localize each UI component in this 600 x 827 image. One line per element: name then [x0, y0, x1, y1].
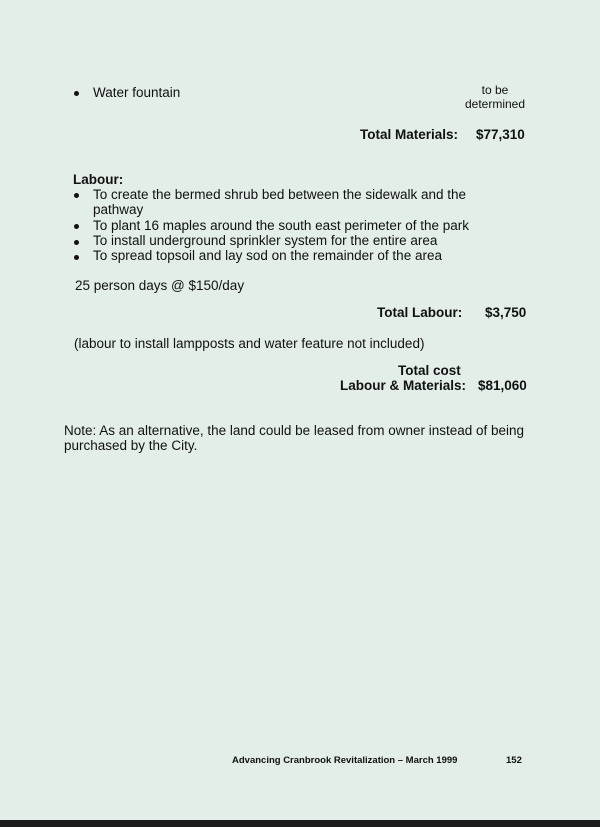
- scan-bottom-edge: [0, 820, 600, 827]
- determined-line: determined: [464, 97, 526, 111]
- total-materials-label: Total Materials:: [360, 127, 459, 142]
- labour-heading: Labour:: [73, 172, 124, 187]
- total-cost-value: $81,060: [478, 378, 527, 393]
- bullet-icon: [74, 91, 79, 96]
- page-number: 152: [506, 755, 522, 766]
- labour-item: To spread topsoil and lay sod on the remainder of the area: [93, 248, 442, 263]
- note-line-1: Note: As an alternative, the land could be leased from owner instead of being: [64, 423, 525, 438]
- bullet-icon: [74, 240, 79, 245]
- note-line-2: purchased by the City.: [64, 438, 198, 453]
- to-be-determined: [455, 83, 535, 111]
- footer-title: Advancing Cranbrook Revitalization – March 1999: [232, 755, 458, 766]
- labour-item-continuation: pathway: [93, 202, 144, 217]
- labour-exclusion-note: (labour to install lampposts and water feature not included): [74, 336, 425, 351]
- total-labour-label: Total Labour:: [377, 305, 463, 320]
- total-cost-label: Total cost: [398, 363, 461, 378]
- total-labour-value: $3,750: [485, 305, 527, 320]
- labour-item: To create the bermed shrub bed between the sidewalk and the: [93, 187, 466, 202]
- bullet-icon: [74, 193, 79, 198]
- person-days-line: 25 person days @ $150/day: [75, 278, 245, 293]
- to-be-line: to be: [481, 83, 509, 97]
- total-cost-sublabel: Labour & Materials:: [340, 378, 467, 393]
- bullet-icon: [74, 255, 79, 260]
- labour-item: To plant 16 maples around the south east perimeter of the park: [93, 218, 469, 233]
- water-fountain-item: Water fountain: [93, 85, 181, 100]
- bullet-icon: [74, 224, 79, 229]
- total-materials-value: $77,310: [476, 127, 525, 142]
- labour-item: To install underground sprinkler system for the entire area: [93, 233, 438, 248]
